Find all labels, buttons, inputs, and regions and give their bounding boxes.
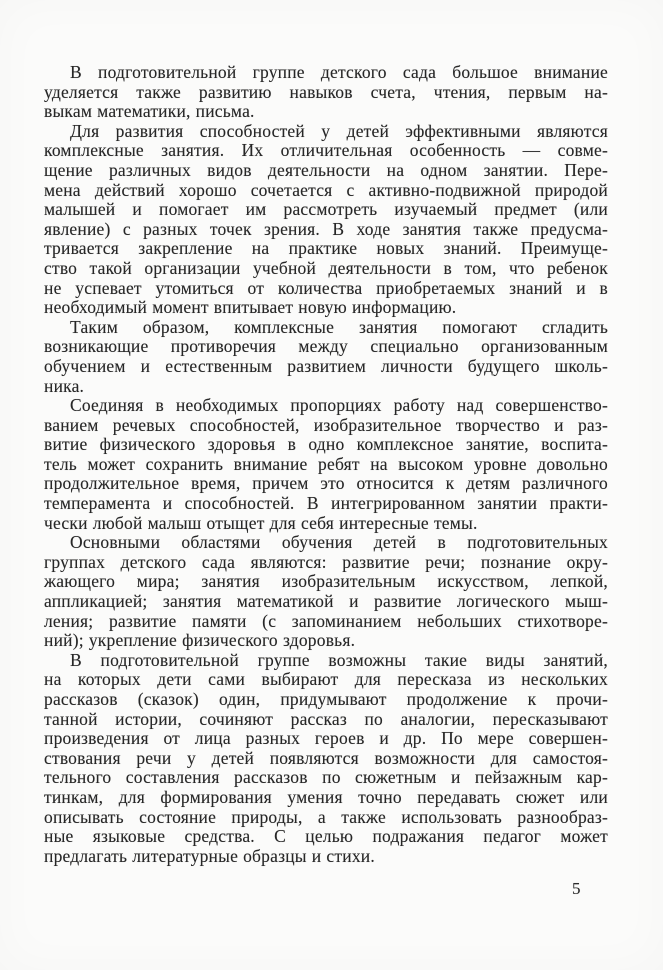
- text-line: танной истории, сочиняют рассказ по аналогии, пересказывают: [44, 708, 608, 729]
- paragraph: [44, 318, 608, 396]
- text-line: ний); укрепление физического здоровья.: [44, 630, 356, 651]
- text-line: Соединяя в необходимых пропорциях работу над совершенство-: [70, 395, 608, 416]
- paragraph: [44, 651, 608, 867]
- text-line: Основными областями обучения детей в подготовительных: [70, 532, 608, 553]
- text-line: ствования речи у детей появляются возможности для самостоя-: [44, 747, 608, 768]
- text-line: тельного составления рассказов по сюжетным и пейзажным кар-: [44, 767, 608, 788]
- text-line: тель может сохранить внимание ребят на высоком уровне довольно: [44, 453, 608, 474]
- text-line: ванием речевых способностей, изобразительное творчество и раз-: [44, 414, 608, 435]
- text-line: обучением и естественным развитием личности будущего школь-: [44, 355, 608, 376]
- text-line: группах детского сада являются: развитие речи; познание окру-: [44, 551, 608, 572]
- text-line: тривается закрепление на практике новых знаний. Преимуще-: [44, 238, 608, 259]
- text-line: продолжительное время, причем это относится к детям различного: [44, 473, 608, 494]
- text-line: рассказов (сказок) один, придумывают продолжение к прочи-: [44, 689, 608, 709]
- text-line: витие физического здоровья в одно комплексное занятие, воспита-: [44, 434, 608, 455]
- paragraph: [44, 533, 608, 651]
- text-line: чески любой малыш отыщет для себя интересные темы.: [44, 512, 478, 533]
- text-line: ные языковые средства. С целью подражания педагог может: [44, 826, 608, 847]
- text-line: уделяется также развитию навыков счета, чтения, первым на-: [44, 81, 608, 102]
- text-line: необходимый момент впитывает новую информацию.: [44, 297, 457, 318]
- text-line: явление) с разных точек зрения. В ходе занятия также предусма-: [44, 218, 608, 239]
- text-line: В подготовительной группе детского сада большое внимание: [70, 62, 608, 82]
- text-line: произведения от лица разных героев и др. По мере совершен-: [44, 728, 608, 749]
- text-line: тинкам, для формирования умения точно передавать сюжет или: [44, 786, 608, 807]
- text-line: мена действий хорошо сочетается с активно-подвижной природой: [44, 179, 608, 200]
- paragraph: [44, 122, 608, 318]
- paragraph: [44, 63, 608, 122]
- text-line: на которых дети сами выбирают для пересказа из нескольких: [44, 669, 608, 690]
- page-number: 5: [572, 879, 581, 898]
- text-line: темперамента и способностей. В интегрированном занятии практи-: [44, 493, 608, 514]
- text-line: предлагать литературные образцы и стихи.: [44, 845, 375, 866]
- text-line: Для развития способностей у детей эффективными являются: [70, 120, 608, 141]
- text-line: ления; развитие памяти (с запоминанием небольших стихотворе-: [44, 610, 608, 631]
- paragraph: [44, 396, 608, 533]
- text-line: малышей и помогает им рассмотреть изучаемый предмет (или: [44, 199, 608, 220]
- text-line: В подготовительной группе возможны такие виды занятий,: [70, 649, 608, 670]
- text-line: аппликацией; занятия математикой и развитие логического мыш-: [44, 591, 608, 612]
- text-line: Таким образом, комплексные занятия помогают сгладить: [70, 316, 608, 337]
- text-line: ника.: [44, 375, 85, 396]
- text-line: жающего мира; занятия изобразительным искусством, лепкой,: [44, 571, 608, 592]
- text-line: ство такой организации учебной деятельности в том, что ребенок: [44, 257, 608, 278]
- text-line: выкам математики, письма.: [44, 101, 255, 122]
- text-line: комплексные занятия. Их отличительная особенность — совме-: [44, 140, 608, 161]
- text-line: описывать состояние природы, а также использовать разнообраз-: [44, 806, 608, 827]
- text-line: щение различных видов деятельности на одном занятии. Пере-: [44, 159, 608, 180]
- text-block: [44, 63, 608, 866]
- text-line: возникающие противоречия между специально организованным: [44, 336, 608, 357]
- text-line: не успевает утомиться от количества приобретаемых знаний и в: [44, 277, 608, 298]
